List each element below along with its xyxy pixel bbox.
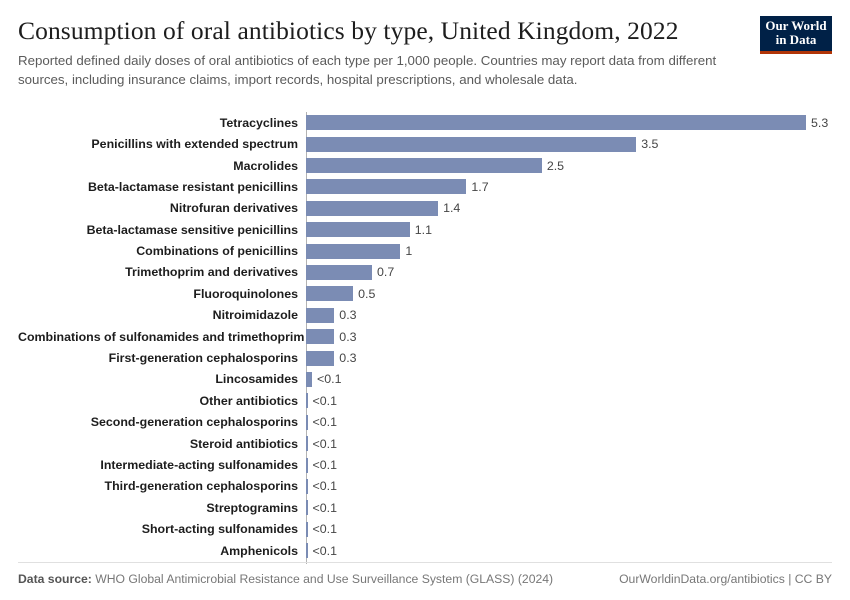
bar[interactable]: [306, 179, 466, 194]
bar-row[interactable]: [18, 112, 832, 133]
bar-track: [306, 155, 832, 176]
bar[interactable]: [306, 415, 308, 430]
bar[interactable]: [306, 458, 308, 473]
bar-value-label: 0.3: [339, 351, 357, 366]
bar[interactable]: [306, 436, 308, 451]
bar-category-label: Amphenicols: [220, 543, 298, 558]
bar[interactable]: [306, 286, 353, 301]
bar-category-label: Lincosamides: [215, 372, 298, 387]
bar-row[interactable]: [18, 390, 832, 411]
bar-row[interactable]: [18, 476, 832, 497]
bar-value-label: <0.1: [312, 393, 337, 408]
data-source: [18, 572, 553, 586]
bar-category-label: Tetracyclines: [219, 115, 298, 130]
bar-row[interactable]: [18, 155, 832, 176]
bar-track: [306, 412, 832, 433]
bar-category-label: Streptogramins: [206, 500, 298, 515]
data-source-label: Data source:: [18, 572, 92, 586]
bar-category-label: Penicillins with extended spectrum: [91, 137, 298, 152]
bar-track: [306, 476, 832, 497]
bar-track: [306, 133, 832, 154]
bar-track: [306, 326, 832, 347]
bar-row[interactable]: [18, 283, 832, 304]
bar[interactable]: [306, 265, 372, 280]
bar-category-label: Beta-lactamase resistant penicillins: [87, 179, 298, 194]
bar-category-label: Nitroimidazole: [212, 308, 298, 323]
bar-value-label: <0.1: [312, 522, 337, 537]
bar-value-label: 0.3: [339, 329, 357, 344]
bar-track: [306, 176, 832, 197]
bar-value-label: 2.5: [546, 158, 565, 173]
bar-value-label: 1.4: [443, 201, 461, 216]
chart-header: [18, 16, 832, 90]
bar-track: [306, 240, 832, 261]
bar-row[interactable]: [18, 262, 832, 283]
bar-row[interactable]: [18, 326, 832, 347]
bar[interactable]: [306, 201, 438, 216]
bar-value-label: <0.1: [312, 415, 337, 430]
bar-category-label: First-generation cephalosporins: [108, 351, 298, 366]
bar-row[interactable]: [18, 219, 832, 240]
data-source-text: WHO Global Antimicrobial Resistance and Use Surveillance System (GLASS) (2024): [95, 572, 554, 586]
bar[interactable]: [306, 158, 542, 173]
bar[interactable]: [306, 222, 410, 237]
bar[interactable]: [306, 308, 334, 323]
bar-row[interactable]: [18, 198, 832, 219]
bar-value-label: 0.5: [358, 286, 376, 301]
bar-value-label: 1: [405, 244, 413, 259]
bar[interactable]: [306, 137, 636, 152]
bar-row[interactable]: [18, 240, 832, 261]
bar[interactable]: [306, 543, 308, 558]
bar[interactable]: [306, 351, 334, 366]
logo-line-2: in Data: [775, 32, 817, 48]
bar-row[interactable]: [18, 540, 832, 561]
bar-track: [306, 433, 832, 454]
bar-track: [306, 198, 832, 219]
bar-chart: [18, 112, 832, 564]
bar-category-label: Third-generation cephalosporins: [104, 479, 298, 494]
bar-category-label: Macrolides: [233, 158, 298, 173]
our-world-in-data-logo[interactable]: [760, 16, 832, 54]
bar-category-label: Combinations of sulfonamides and trimethoprim: [18, 329, 305, 344]
bar[interactable]: [306, 522, 308, 537]
bar-row[interactable]: [18, 518, 832, 539]
bar-row[interactable]: [18, 454, 832, 475]
bar-row[interactable]: [18, 176, 832, 197]
bar-category-label: Beta-lactamase sensitive penicillins: [86, 222, 298, 237]
bar-track: [306, 518, 832, 539]
bar-category-label: Other antibiotics: [199, 393, 298, 408]
bar-row[interactable]: [18, 433, 832, 454]
bar-row[interactable]: [18, 412, 832, 433]
bar-track: [306, 497, 832, 518]
bar[interactable]: [306, 329, 334, 344]
bar-track: [306, 283, 832, 304]
bar-track: [306, 369, 832, 390]
bar[interactable]: [306, 244, 400, 259]
chart-subtitle: Reported defined daily doses of oral antibiotics of each type per 1,000 people. Countries may report data from different sources, including insurance claims, import records, hospital prescriptions, and wholesale data.: [18, 53, 717, 88]
bar-track: [306, 262, 832, 283]
bar-value-label: 1.1: [414, 222, 432, 237]
bar-category-label: Combinations of penicillins: [136, 244, 298, 259]
bar-value-label: 0.3: [339, 308, 357, 323]
bar-value-label: <0.1: [317, 372, 342, 387]
bar-track: [306, 454, 832, 475]
bar[interactable]: [306, 500, 308, 515]
bar-value-label: <0.1: [312, 543, 337, 558]
bar[interactable]: [306, 115, 806, 130]
bar-category-label: Nitrofuran derivatives: [169, 201, 298, 216]
logo-line-1: Our World: [765, 18, 827, 33]
bar[interactable]: [306, 372, 312, 387]
bar-track: [306, 219, 832, 240]
bar-category-label: Fluoroquinolones: [193, 286, 298, 301]
bar-track: [306, 390, 832, 411]
bar-value-label: 3.5: [641, 137, 659, 152]
bar-row[interactable]: [18, 305, 832, 326]
chart-footer: [18, 562, 832, 586]
owid-attribution[interactable]: OurWorldinData.org/antibiotics | CC BY: [619, 572, 832, 586]
bar-category-label: Trimethoprim and derivatives: [125, 265, 298, 280]
bar-value-label: 5.3: [811, 115, 829, 130]
bar-row[interactable]: [18, 347, 832, 368]
bar-track: [306, 540, 832, 561]
bar-value-label: <0.1: [312, 458, 337, 472]
bar-category-label: Steroid antibiotics: [189, 436, 298, 451]
bar-category-label: Short-acting sulfonamides: [141, 522, 298, 537]
bar-value-label: 0.7: [377, 265, 395, 280]
bar[interactable]: [306, 393, 308, 408]
bar-category-label: Intermediate-acting sulfonamides: [100, 458, 298, 472]
bar-row[interactable]: [18, 369, 832, 390]
page-title: Consumption of oral antibiotics by type, United Kingdom, 2022: [18, 16, 679, 45]
bar-rows: [18, 112, 832, 561]
bar-value-label: <0.1: [312, 500, 337, 515]
bar-value-label: <0.1: [312, 436, 337, 451]
bar-value-label: <0.1: [312, 479, 337, 494]
bar-track: [306, 347, 832, 368]
bar-value-label: 1.7: [471, 179, 489, 194]
bar-category-label: Second-generation cephalosporins: [90, 415, 298, 430]
bar-row[interactable]: [18, 497, 832, 518]
bar-track: [306, 305, 832, 326]
bar[interactable]: [306, 479, 308, 494]
bar-row[interactable]: [18, 133, 832, 154]
bar-track: [306, 112, 832, 133]
